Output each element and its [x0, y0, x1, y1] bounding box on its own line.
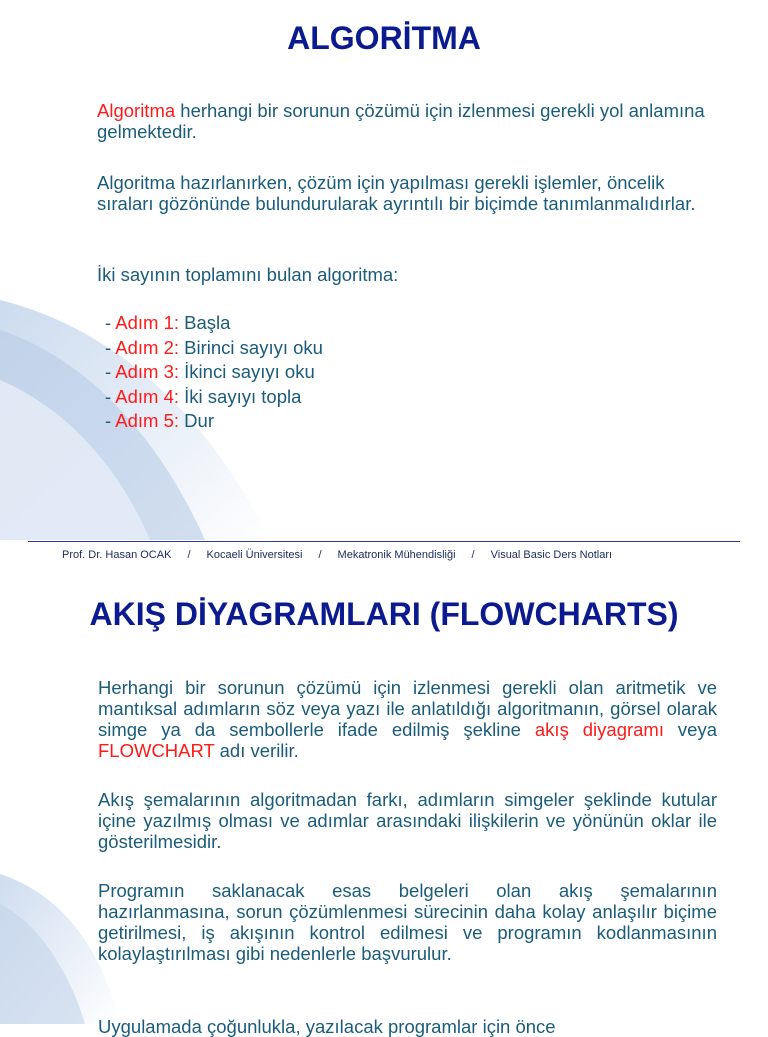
difference-paragraph: Akış şemalarının algoritmadan farkı, adımların simgeler şeklinde kutular içine yazılmış olması ve adımlar arasındaki ilişkilerin ve yönünün oklar ile gösterilmesidir. — [98, 789, 717, 852]
practice-paragraph: Uygulamada çoğunlukla, yazılacak programlar için önce — [98, 1016, 556, 1037]
list-item: - Adım 2: Birinci sayıyı oku — [105, 336, 323, 358]
example-intro: İki sayının toplamını bulan algoritma: — [97, 264, 399, 285]
list-item: - Adım 3: İkinci sayıyı oku — [105, 361, 315, 382]
preparation-paragraph: Algoritma hazırlanırken, çözüm için yapılması gerekli işlemler, öncelik sıraları gözönünde bulundurularak ayrıntılı bir biçimde tanımlanmalıdırlar. — [97, 172, 696, 214]
list-item: - Adım 4: İki sayıyı topla — [105, 385, 302, 407]
purpose-paragraph: Programın saklanacak esas belgeleri olan akış şemalarının hazırlanmasına, sorun çözümlenmesi sürecinin daha kolay anlaşılır biçime getirilmesi, iş akışının kontrol edilmesi ve programın kodlanmasının kolaylaştırılması gibi nedenlerle başvurulur. — [98, 880, 717, 964]
page-title: ALGORİTMA — [287, 20, 481, 56]
slide-flowcharts — [0, 574, 768, 1037]
footer-course: Visual Basic Ders Notları — [490, 549, 613, 561]
definition-paragraph: Algoritma herhangi bir sorunun çözümü için izlenmesi gerekli yol anlamına gelmektedir. — [97, 100, 705, 142]
term-akis-diyagrami: akış diyagramı — [534, 719, 664, 740]
footer-author: Prof. Dr. Hasan OCAK — [62, 549, 172, 561]
flowchart-definition-paragraph: Herhangi bir sorunun çözümü için izlenmesi gerekli olan aritmetik ve mantıksal adımların söz veya yazı ile anlatıldığı algoritmanın, görsel olarak simge ya da sembollerle ifade edilmiş şekline akış diyagramı veya FLOWCHART adı verilir. — [98, 677, 717, 761]
list-item: - Adım 1: Başla — [105, 312, 231, 333]
list-item: - Adım 5: Dur — [105, 410, 214, 431]
footer-separator: / — [471, 549, 475, 561]
footer — [62, 549, 612, 561]
footer-department: Mekatronik Mühendisliği — [337, 549, 456, 561]
footer-separator: / — [187, 549, 191, 561]
page-title: AKIŞ DİYAGRAMLARI (FLOWCHARTS) — [89, 596, 679, 632]
term-algoritma: Algoritma — [97, 100, 176, 121]
algorithm-steps-list — [105, 311, 605, 434]
footer-university: Kocaeli Üniversitesi — [206, 549, 303, 561]
footer-divider — [28, 541, 740, 542]
term-flowchart: FLOWCHART — [98, 740, 215, 761]
footer-separator: / — [318, 549, 322, 561]
